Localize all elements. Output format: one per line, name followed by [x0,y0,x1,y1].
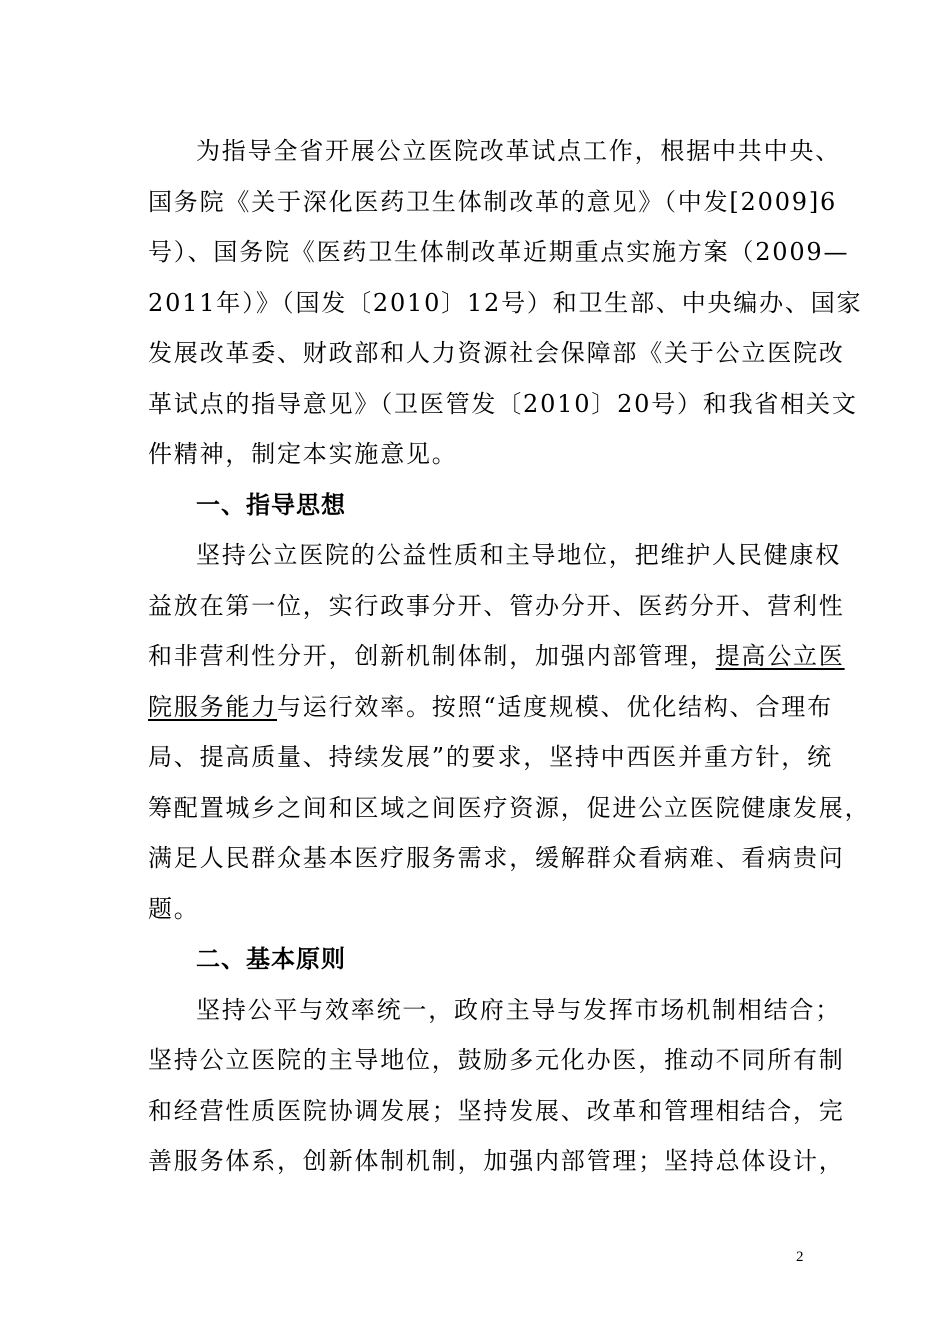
intro-line-7: 件精神，制定本实施意见。 [148,440,458,468]
intro-line-4: 2011年）》（国发〔2010〕12号）和卫生部、中央编办、国家 [148,289,863,317]
principles-line-4: 善服务体系，创新体制机制，加强内部管理；坚持总体设计， [148,1147,845,1175]
guiding-line-4-text: 与运行效率。按照“适度规模、优化结构、合理布 [277,693,833,721]
intro-line-3: 号）、国务院《医药卫生体制改革近期重点实施方案（2009— [148,238,850,266]
intro-line-6: 革试点的指导意见》（卫医管发〔2010〕20号）和我省相关文 [148,390,858,418]
guiding-line-5: 局、提高质量、持续发展”的要求，坚持中西医并重方针，统 [148,743,833,771]
guiding-line-6: 筹配置城乡之间和区域之间医疗资源，促进公立医院健康发展， [148,794,871,822]
principles-line-3: 和经营性质医院协调发展；坚持发展、改革和管理相结合，完 [148,1097,845,1125]
intro-line-5: 发展改革委、财政部和人力资源社会保障部《关于公立医院改 [148,339,845,367]
guiding-line-8: 题。 [148,895,200,923]
guiding-line-3-text: 和非营利性分开，创新机制体制，加强内部管理， [148,642,716,670]
guiding-line-4 [148,692,833,722]
guiding-line-1: 坚持公立医院的公益性质和主导地位，把维护人民健康权 [196,541,841,569]
section-heading-basic-principles: 二、基本原则 [196,945,346,973]
intro-line-1: 为指导全省开展公立医院改革试点工作，根据中共中央、 [196,137,841,165]
intro-line-2: 国务院《关于深化医药卫生体制改革的意见》（中发[2009]6 [148,188,838,216]
principles-line-2: 坚持公立医院的主导地位，鼓励多元化办医，推动不同所有制 [148,1046,845,1074]
page-number: 2 [796,1249,804,1265]
underlined-phrase-part-1: 提高公立医 [715,642,845,670]
guiding-line-7: 满足人民群众基本医疗服务需求，缓解群众看病难、看病贵问 [148,844,845,872]
section-heading-guiding-thought: 一、指导思想 [196,491,346,519]
guiding-line-2: 益放在第一位，实行政事分开、管办分开、医药分开、营利性 [148,592,845,620]
principles-line-1: 坚持公平与效率统一，政府主导与发挥市场机制相结合； [196,996,841,1024]
underlined-phrase-part-2: 院服务能力 [148,693,277,721]
guiding-line-3 [148,641,845,671]
